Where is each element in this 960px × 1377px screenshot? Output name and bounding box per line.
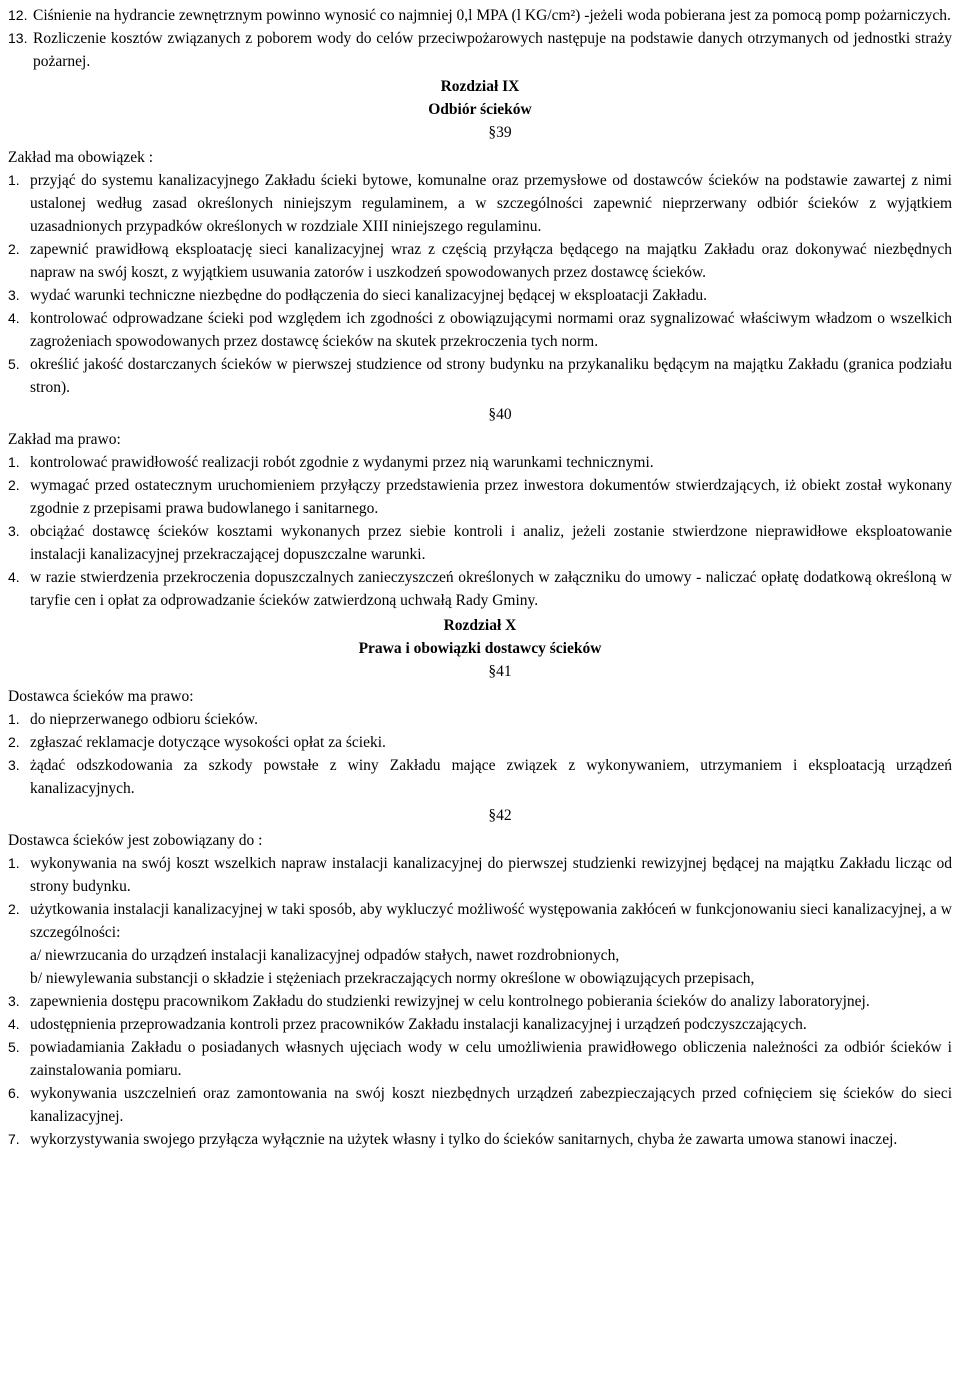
item-text: wykonywania na swój koszt wszelkich napraw instalacji kanalizacyjnej do pierwszej studzienki rewizyjnej będącej na majątku Zakładu licząc od strony budynku. [30, 855, 952, 895]
list-item [8, 238, 952, 284]
item-number: 12. [8, 7, 28, 23]
chapter-title: Rozdział X [443, 617, 517, 634]
list-item [8, 990, 952, 1013]
item-text: wykorzystywania swojego przyłącza wyłącznie na użytek własny i tylko do ścieków sanitarnych, chyba że zawarta umowa stanowi inaczej. [30, 1131, 898, 1148]
item-number: 13. [8, 30, 28, 46]
list-item [8, 169, 952, 238]
list-item [8, 1013, 952, 1036]
item-text: powiadamiania Zakładu o posiadanych własnych ujęciach wody w celu umożliwienia prawidłowego obliczenia należności za odbiór ścieków i zainstalowania pomiaru. [30, 1039, 952, 1079]
list-item [8, 474, 952, 520]
item-text: Ciśnienie na hydrancie zewnętrznym powinno wynosić co najmniej 0,l MPA (l KG/cm²) -jeżeli woda pobierana jest za pomocą pomp pożarniczych. [33, 7, 951, 24]
item-text: zapewnienia dostępu pracownikom Zakładu do studzienki rewizyjnej w celu kontrolnego pobierania ścieków do analizy laboratoryjnej. [30, 993, 870, 1010]
list-item [8, 451, 952, 474]
item-number: 1. [8, 855, 20, 871]
item-text: zgłaszać reklamacje dotyczące wysokości opłat za ścieki. [30, 734, 386, 751]
item-number: 2. [8, 477, 20, 493]
section-lead: Dostawca ścieków ma prawo: [8, 688, 194, 705]
list-item [8, 1036, 952, 1082]
item-number: 3. [8, 287, 20, 303]
item-number: 3. [8, 523, 20, 539]
item-text: określić jakość dostarczanych ścieków w pierwszej studzience od strony budynku na przykanaliku będącym na majątku Zakładu (granica podziału stron). [30, 356, 952, 396]
section-sign: §41 [488, 663, 512, 680]
list-item [8, 754, 952, 800]
section-sign: §39 [488, 124, 512, 141]
item-number: 4. [8, 1016, 20, 1032]
list-item [8, 898, 952, 944]
list-item [8, 566, 952, 612]
list-item [8, 353, 952, 399]
item-text: do nieprzerwanego odbioru ścieków. [30, 711, 258, 728]
item-text: wydać warunki techniczne niezbędne do podłączenia do sieci kanalizacyjnej będącej w eksploatacji Zakładu. [30, 287, 707, 304]
section-lead: Zakład ma prawo: [8, 431, 121, 448]
chapter-subtitle: Prawa i obowiązki dostawcy ścieków [358, 640, 602, 657]
item-text: udostępnienia przeprowadzania kontroli przez pracowników Zakładu instalacji kanalizacyjnej i urządzeń podczyszczających. [30, 1016, 807, 1033]
item-number: 6. [8, 1085, 20, 1101]
item-number: 2. [8, 734, 20, 750]
item-text: wymagać przed ostatecznym uruchomieniem przyłączy przedstawienia przez inwestora dokumentów stwierdzających, iż obiekt został wykonany zgodnie z przepisami prawa budowlanego i sanitarnego. [30, 477, 952, 517]
item-text: kontrolować odprowadzane ścieki pod względem ich zgodności z obowiązującymi normami oraz sygnalizować właściwym władzom o wszelkich zagrożeniach spowodowanych przez dostawcę ścieków na skutek przekroczenia tych norm. [30, 310, 952, 350]
item-number: 5. [8, 1039, 20, 1055]
list-item [8, 1082, 952, 1128]
list-item [8, 520, 952, 566]
item-number: 2. [8, 241, 20, 257]
item-text: kontrolować prawidłowość realizacji robót zgodnie z wydanymi przez nią warunkami technicznymi. [30, 454, 654, 471]
item-text: wykonywania uszczelnień oraz zamontowania na swój koszt niezbędnych urządzeń zabezpieczających przed cofnięciem się ścieków do sieci kanalizacyjnej. [30, 1085, 952, 1125]
item-text: żądać odszkodowania za szkody powstałe z winy Zakładu mające związek z wykonywaniem, utrzymaniem i eksploatacją urządzeń kanalizacyjnych. [30, 757, 952, 797]
item-text: użytkowania instalacji kanalizacyjnej w taki sposób, aby wykluczyć możliwość występowania zakłóceń w funkcjonowaniu sieci kanalizacyjnej, a w szczególności: [30, 901, 952, 941]
item-number: 2. [8, 901, 20, 917]
sub-item: a/ niewrzucania do urządzeń instalacji kanalizacyjnej odpadów stałych, nawet rozdrobnionych, [30, 947, 620, 964]
chapter-title: Rozdział IX [440, 78, 520, 95]
item-number: 1. [8, 172, 20, 188]
item-text: Rozliczenie kosztów związanych z poborem wody do celów przeciwpożarowych następuje na podstawie danych otrzymanych od jednostki straży pożarnej. [33, 30, 952, 70]
list-item [8, 284, 952, 307]
item-number: 3. [8, 757, 20, 773]
list-item [8, 731, 952, 754]
list-item [8, 852, 952, 898]
list-item [8, 1128, 952, 1151]
item-number: 4. [8, 310, 20, 326]
sub-item: b/ niewylewania substancji o składzie i stężeniach przekraczających normy określone w obowiązujących przepisach, [30, 970, 755, 987]
chapter-subtitle: Odbiór ścieków [428, 101, 532, 118]
item-number: 3. [8, 993, 20, 1009]
item-text: w razie stwierdzenia przekroczenia dopuszczalnych zanieczyszczeń określonych w załączniku do umowy - naliczać opłatę dodatkową określoną w taryfie cen i opłat za odprowadzanie ścieków zatwierdzoną uchwałą Rady Gminy. [30, 569, 952, 609]
item-number: 1. [8, 454, 20, 470]
item-number: 7. [8, 1131, 20, 1147]
section-lead: Dostawca ścieków jest zobowiązany do : [8, 832, 263, 849]
list-item [8, 27, 952, 73]
item-text: przyjąć do systemu kanalizacyjnego Zakładu ścieki bytowe, komunalne oraz przemysłowe od dostawców ścieków na podstawie zawartej z nimi ustalonej według zasad określonych niniejszym regulaminem, a w szczególności zapewnić nieprzerwany odbiór ścieków z wyjątkiem uzasadnionych przypadków określonych w rozdziale XIII niniejszego regulaminu. [30, 172, 952, 235]
item-number: 4. [8, 569, 20, 585]
section-sign: §42 [488, 807, 512, 824]
item-number: 5. [8, 356, 20, 372]
section-sign: §40 [488, 406, 512, 423]
item-text: obciążać dostawcę ścieków kosztami wykonanych przez siebie kontroli i analiz, jeżeli zostanie stwierdzone nieprawidłowe eksploatowanie instalacji kanalizacyjnej przekraczającej dopuszczalne warunki. [30, 523, 952, 563]
list-item [8, 708, 952, 731]
section-lead: Zakład ma obowiązek : [8, 149, 154, 166]
item-number: 1. [8, 711, 20, 727]
item-text: zapewnić prawidłową eksploatację sieci kanalizacyjnej wraz z częścią przyłącza będącego na majątku Zakładu oraz dokonywać niezbędnych napraw na swój koszt, z wyjątkiem usuwania zatorów i uszkodzeń spowodowanych przez dostawcę ścieków. [30, 241, 952, 281]
list-item [8, 307, 952, 353]
list-item [8, 4, 952, 27]
